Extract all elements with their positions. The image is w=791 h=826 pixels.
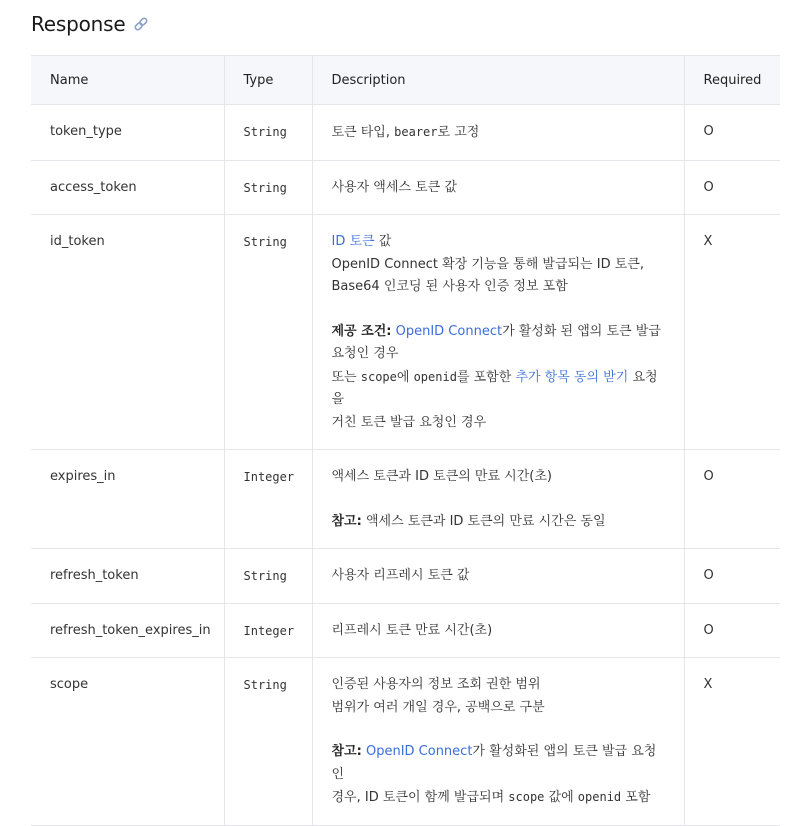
param-type: Integer bbox=[224, 603, 312, 658]
note-label: 참고: bbox=[331, 513, 362, 529]
description-line bbox=[332, 177, 665, 200]
description-text: 가 활성화된 앱의 토큰 발급 요청인 bbox=[331, 744, 657, 782]
description-line bbox=[332, 321, 665, 344]
table-row bbox=[31, 450, 780, 549]
param-name: expires_in bbox=[31, 450, 224, 549]
section-title: Response bbox=[31, 12, 126, 36]
table-row bbox=[31, 160, 780, 215]
param-name: access_token bbox=[31, 160, 224, 215]
description-text: 토큰 타입, bbox=[331, 125, 395, 140]
param-description bbox=[312, 160, 684, 215]
description-text: 또는 bbox=[331, 369, 361, 385]
description-text: 사용자 리프레시 토큰 값 bbox=[331, 568, 470, 583]
doc-link[interactable]: ID 토큰 bbox=[331, 234, 375, 249]
description-text: 액세스 토큰과 ID 토큰의 만료 시간(초) bbox=[331, 469, 552, 484]
param-type: String bbox=[224, 215, 312, 450]
description-line bbox=[332, 674, 665, 697]
code-text: scope bbox=[360, 369, 397, 384]
param-name: token_type bbox=[31, 105, 224, 161]
description-text: 요청인 경우 bbox=[331, 346, 399, 361]
description-text: 리프레시 토큰 만료 시간(초) bbox=[331, 622, 493, 638]
param-type: Integer bbox=[224, 450, 312, 549]
description-line bbox=[332, 231, 665, 254]
description-text: 값에 bbox=[544, 790, 578, 805]
description-line bbox=[332, 121, 665, 145]
description-text: 로 고정 bbox=[437, 125, 480, 140]
header-type: Type bbox=[224, 56, 312, 105]
description-text: 가 활성화 된 앱의 토큰 발급 bbox=[502, 323, 661, 339]
description-text: 액세스 토큰과 ID 토큰의 만료 시간은 동일 bbox=[361, 513, 606, 529]
param-required: O bbox=[684, 160, 780, 215]
description-line bbox=[332, 620, 665, 643]
description-text: 요청을 bbox=[331, 369, 658, 407]
description-line bbox=[332, 276, 665, 299]
table-body bbox=[31, 105, 780, 826]
description-line bbox=[332, 697, 665, 720]
table-row bbox=[31, 105, 780, 161]
description-text: 사용자 액세스 토큰 값 bbox=[331, 179, 457, 195]
header-description: Description bbox=[312, 56, 684, 105]
param-required: X bbox=[684, 658, 780, 826]
description-line bbox=[332, 343, 665, 366]
description-line bbox=[332, 466, 665, 489]
doc-link[interactable]: OpenID Connect bbox=[365, 744, 473, 759]
description-line bbox=[332, 366, 665, 412]
note-label: 참고: bbox=[331, 744, 362, 759]
table-row bbox=[31, 215, 780, 450]
code-text: bearer bbox=[394, 125, 438, 139]
param-name: scope bbox=[31, 658, 224, 826]
description-text: Base64 인코딩 된 사용자 인증 정보 포함 bbox=[331, 279, 568, 294]
param-type: String bbox=[224, 549, 312, 604]
description-text: 를 포함한 bbox=[456, 369, 516, 385]
param-name: refresh_token bbox=[31, 549, 224, 604]
description-line bbox=[332, 412, 665, 435]
param-required: O bbox=[684, 603, 780, 658]
code-text: openid bbox=[413, 369, 457, 384]
description-text: 범위가 여러 개일 경우, 공백으로 구분 bbox=[331, 699, 545, 715]
link-icon[interactable] bbox=[132, 15, 150, 33]
param-required: O bbox=[684, 105, 780, 161]
description-line bbox=[332, 786, 665, 810]
description-text: 인증된 사용자의 정보 조회 권한 범위 bbox=[331, 677, 541, 692]
param-description bbox=[312, 450, 684, 549]
note-label: 제공 조건: bbox=[331, 323, 392, 339]
param-name: refresh_token_expires_in bbox=[31, 603, 224, 658]
param-required: X bbox=[684, 215, 780, 450]
param-description bbox=[312, 603, 684, 658]
table-row bbox=[31, 549, 780, 604]
header-required: Required bbox=[684, 56, 780, 105]
response-table-container bbox=[31, 55, 791, 826]
param-required: O bbox=[684, 549, 780, 604]
param-name: id_token bbox=[31, 215, 224, 450]
description-text: 포함 bbox=[621, 790, 651, 805]
table-header-row bbox=[31, 56, 780, 105]
param-description bbox=[312, 215, 684, 450]
param-type: String bbox=[224, 658, 312, 826]
param-description bbox=[312, 105, 684, 161]
param-required: O bbox=[684, 450, 780, 549]
description-line bbox=[332, 511, 665, 534]
description-spacer bbox=[332, 299, 665, 321]
table-row bbox=[31, 603, 780, 658]
param-type: String bbox=[224, 160, 312, 215]
description-text: 경우, ID 토큰이 함께 발급되며 bbox=[331, 790, 509, 805]
description-text: OpenID Connect 확장 기능을 통해 발급되는 ID 토큰, bbox=[331, 256, 644, 272]
param-type: String bbox=[224, 105, 312, 161]
description-spacer bbox=[332, 719, 665, 741]
description-line bbox=[332, 254, 665, 277]
description-line bbox=[332, 565, 665, 588]
param-description bbox=[312, 549, 684, 604]
response-table bbox=[31, 55, 780, 826]
code-text: openid bbox=[577, 790, 622, 804]
doc-link[interactable]: OpenID Connect bbox=[395, 323, 503, 339]
description-text: 에 bbox=[396, 369, 414, 385]
description-spacer bbox=[332, 489, 665, 511]
description-text: 거친 토큰 발급 요청인 경우 bbox=[331, 414, 487, 430]
header-name: Name bbox=[31, 56, 224, 105]
param-description bbox=[312, 658, 684, 826]
code-text: scope bbox=[508, 790, 545, 804]
description-text: 값 bbox=[374, 234, 392, 249]
description-line bbox=[332, 741, 665, 786]
section-heading bbox=[31, 12, 150, 36]
doc-link[interactable]: 추가 항목 동의 받기 bbox=[515, 369, 629, 385]
table-row bbox=[31, 658, 780, 826]
